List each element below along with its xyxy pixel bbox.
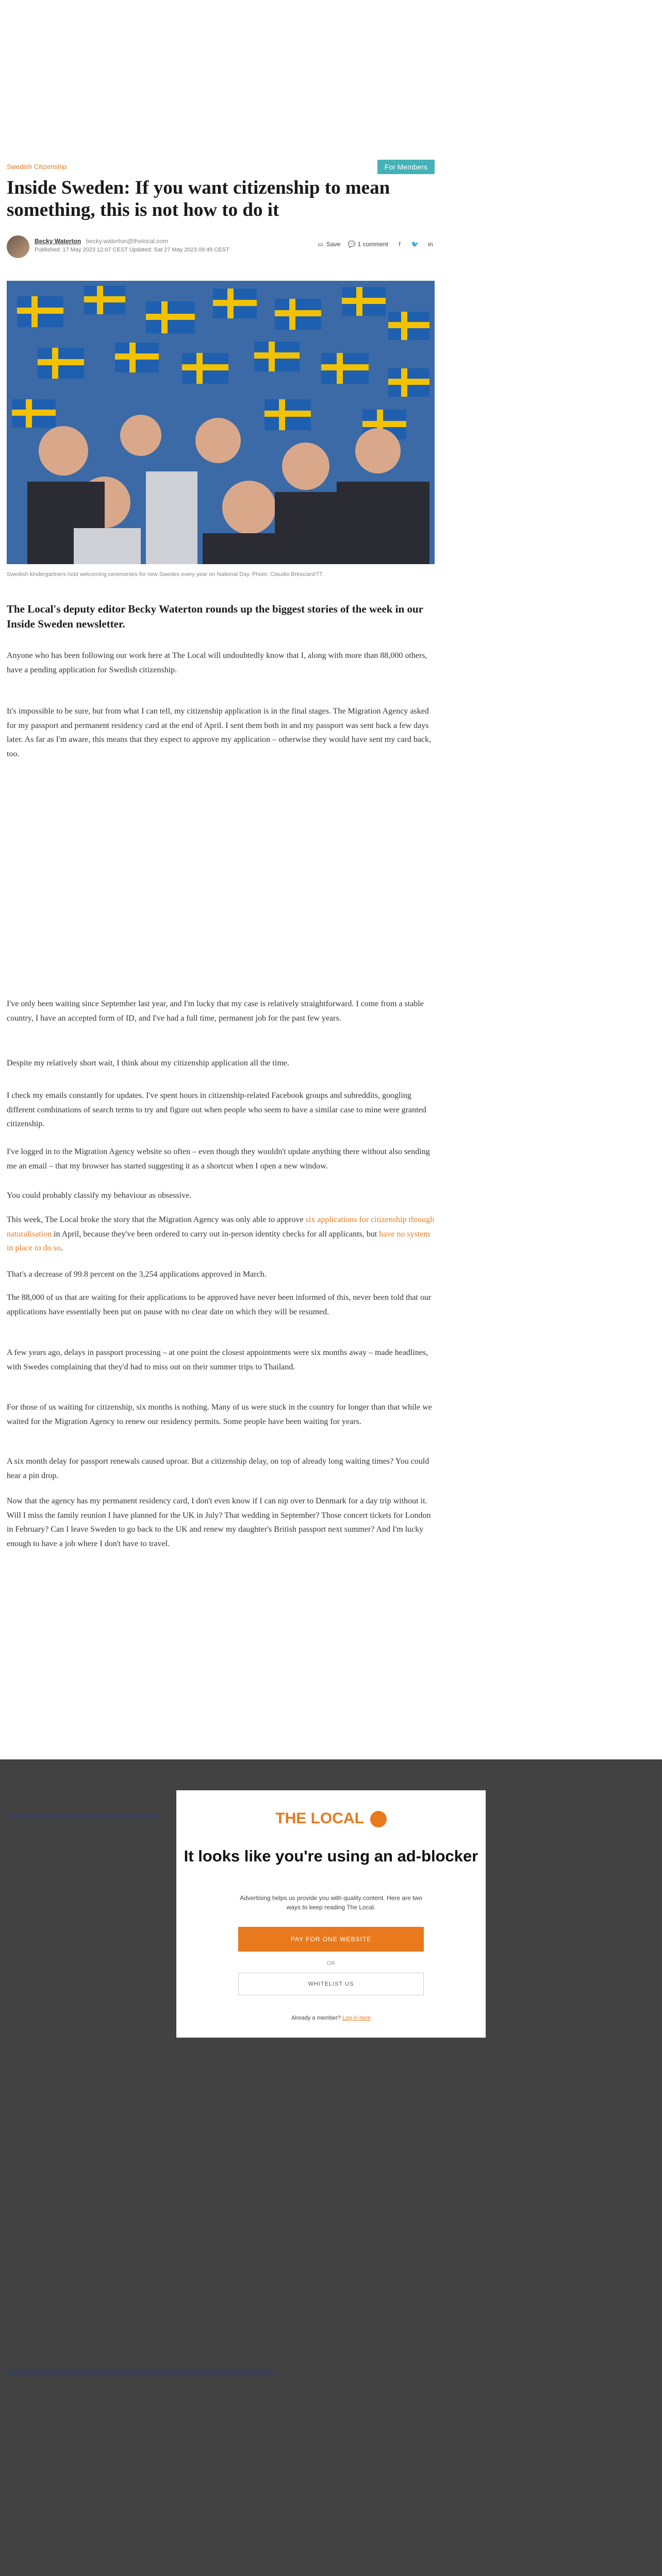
- linkedin-icon[interactable]: in: [428, 241, 433, 248]
- body-paragraph: It's impossible to be sure, but from what I can tell, my citizenship application is in the final stages. The Migration Agency asked for my passport and permanent residency card at the end of April. I sent them both in and my passport was sent back a few days later. As far as I'm aware, this means that they expect to approve my application – otherwise they would have sent my card back, too.: [7, 707, 432, 758]
- or-divider: OR: [326, 1960, 336, 1967]
- bookmark-icon: ▭: [317, 241, 324, 248]
- image-caption: Swedish kindergartners hold welcoming ceremonies for new Swedes every year on National Day. Photo: Claudio Bresciani/TT: [7, 571, 323, 578]
- hero-photo-illustration: [7, 281, 435, 564]
- body-paragraph: Anyone who has been following our work here at The Local will undoubtedly know that I, along with more than 88,000 others, have a pending application for Swedish citizenship.: [7, 651, 427, 674]
- comments-button[interactable]: [347, 241, 388, 248]
- body-paragraph: Now that the agency has my permanent residency card, I don't even know if I can nip over to Denmark for a day trip without it. Will I miss the family reunion I have planned for the UK in July? That wedding in September? Those concert tickets for London in February? Can I leave Sweden to go back to the UK and renew my daughter's British passport next summer? And I'm lucky enough to have a job where I don't have to travel.: [7, 1497, 431, 1548]
- login-prefix: Already a member?: [291, 2015, 341, 2021]
- section-label[interactable]: Swedish Citizenship: [7, 163, 67, 171]
- article-headline: Inside Sweden: If you want citizenship to mean something, this is not how to do it: [7, 177, 390, 221]
- article-link-no-system[interactable]: have no system in place to do so: [7, 1229, 430, 1253]
- body-paragraph: I've logged in to the Migration Agency website so often – even though they wouldn't update anything there without also sending me an email – that my browser has started suggesting it as a shortcut when I open a new window.: [7, 1147, 430, 1171]
- body-paragraph-with-links: This week, The Local broke the story that the Migration Agency was only able to approve six applications for citizenship through naturalisation in April, because they've been ordered to carry out in-person identity checks for all applicants, but have no system in place to do so.: [7, 1215, 435, 1253]
- author-email[interactable]: becky.waterton@thelocal.com: [86, 238, 168, 245]
- body-paragraph: That's a decrease of 99.8 percent on the 3,254 applications approved in March.: [7, 1270, 267, 1279]
- logo-badge-icon: [370, 1811, 387, 1827]
- whitelist-button[interactable]: WHITELIST US: [238, 1973, 424, 1995]
- author-name[interactable]: Becky Waterton: [35, 238, 81, 245]
- byline: [7, 234, 435, 260]
- adblock-modal: [176, 1790, 486, 2038]
- body-paragraph: For those of us waiting for citizenship, six months is nothing. Many of us were stuck in the country for longer than that while we waited for the Migration Agency to renew our residency permits. Some people have been waiting for years.: [7, 1403, 432, 1426]
- obscured-content: [7, 2370, 275, 2375]
- pay-button[interactable]: PAY FOR ONE WEBSITE: [238, 1927, 424, 1952]
- twitter-icon[interactable]: 🐦: [411, 241, 419, 248]
- comments-label: 1 comment: [357, 241, 388, 248]
- save-button[interactable]: [317, 241, 341, 248]
- publish-dates: Published: 17 May 2023 12:07 CEST Updated: Sat 27 May 2023 09:49 CEST: [35, 247, 229, 253]
- members-badge[interactable]: For Members: [377, 160, 435, 174]
- save-label: Save: [326, 241, 341, 248]
- author-line: [35, 238, 168, 245]
- article-standfirst: The Local's deputy editor Becky Waterton rounds up the biggest stories of the week in our Inside Sweden newsletter.: [7, 603, 423, 631]
- body-paragraph: A six month delay for passport renewals caused uproar. But a citizenship delay, on top of already long waiting times? You could hear a pin drop.: [7, 1457, 429, 1480]
- modal-title: It looks like you're using an ad-blocker: [184, 1847, 478, 1865]
- body-paragraph: The 88,000 of us that are waiting for their applications to be approved have never been informed of this, never been told that our applications have essentially been put on pause with no clear date on which they will be resumed.: [7, 1293, 432, 1316]
- facebook-icon[interactable]: f: [399, 241, 401, 248]
- obscured-content: [7, 1814, 161, 1819]
- body-paragraph: I check my emails constantly for updates. I've spent hours in citizenship-related Facebook groups and subreddits, googling different combinations of search terms to try and figure out when people who seem to have a similar case to mine were granted citizenship.: [7, 1091, 426, 1129]
- modal-description: Advertising helps us provide you with quality content. Here are two ways to keep reading The Local.: [240, 1894, 422, 1911]
- hero-image: [7, 281, 435, 564]
- the-local-logo: [176, 1810, 486, 1827]
- article-link-naturalisation[interactable]: six applications for citizenship through naturalisation: [7, 1215, 435, 1239]
- logo-wordmark: THE LOCAL: [275, 1810, 364, 1827]
- body-paragraph: I've only been waiting since September last year, and I'm lucky that my case is relatively straightforward. I come from a stable country, I have an accepted form of ID, and I've had a full time, permanent job for the past few years.: [7, 999, 424, 1023]
- article-actions: [317, 241, 435, 248]
- body-paragraph: You could probably classify my behaviour as obsessive.: [7, 1191, 192, 1200]
- author-avatar[interactable]: [7, 235, 29, 258]
- login-prompt: [176, 2015, 486, 2021]
- article-topbar: [7, 160, 435, 174]
- login-link[interactable]: Log in here: [342, 2015, 371, 2021]
- body-paragraph: A few years ago, delays in passport processing – at one point the closest appointments were six months away – made headlines, with Swedes complaining that they'd had to miss out on their summer trips to Thailand.: [7, 1348, 428, 1371]
- body-paragraph: Despite my relatively short wait, I think about my citizenship application all the time.: [7, 1059, 289, 1067]
- comment-icon: 💬: [347, 241, 356, 248]
